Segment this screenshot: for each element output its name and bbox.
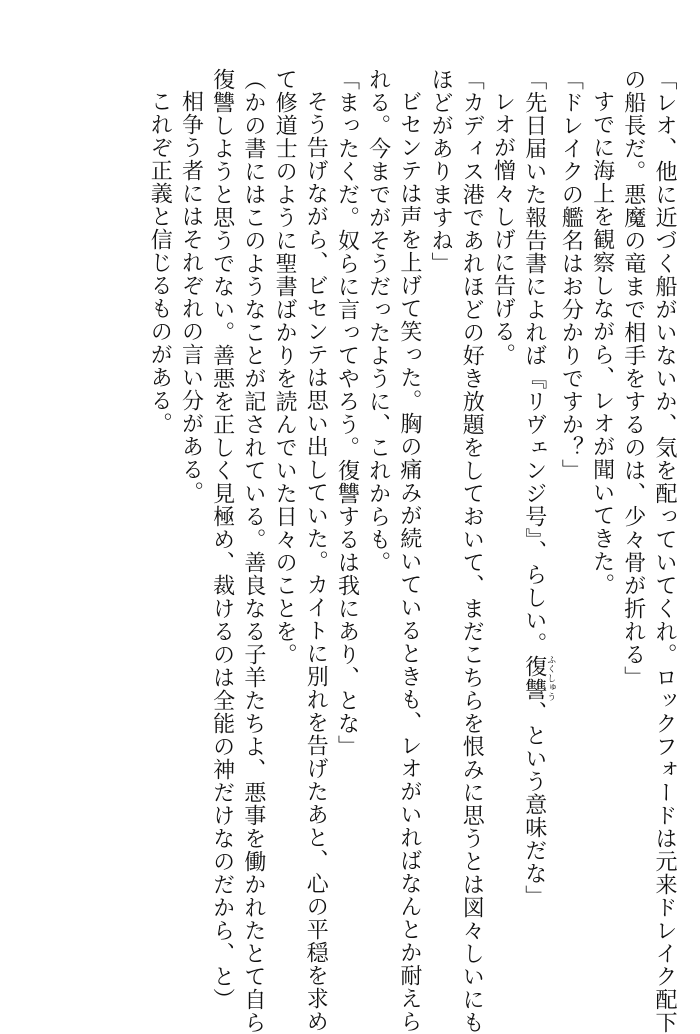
text-line: の船長だ。悪魔の竜まで相手をするのは、少々骨が折れる」 [620, 68, 646, 689]
text-line: ビセンテは声を上げて笑った。胸の痛みが続いているときも、レオがいればなんとか耐えら [396, 90, 422, 1033]
text-line: れる。今までがそうだったように、これからも。 [365, 68, 391, 574]
text-line: 「レオ、他に近づく船がいないか、気を配っていてくれ。ロックフォードは元来ドレイク配下 [652, 68, 677, 1034]
text-line: （かの書にはこのようなことが記されている。善良なる子羊たちよ、悪事を働かれたとて自ら [240, 68, 266, 1034]
text-line: 「ドレイクの艦名はお分かりですか？」 [558, 68, 584, 482]
text-line: これぞ正義と信じるものがある。 [147, 90, 173, 435]
text-line: て修道士のように聖書ばかりを読んでいた日々のことを。 [272, 68, 298, 666]
text-line-segment: 「先日届いた報告書によれば『リヴェンジ号』、らしい。 [521, 68, 547, 655]
text-line: そう告げながら、ビセンテは思い出していた。カイトに別れを告げたあと、心の平穏を求め [303, 90, 329, 1033]
text-line-segment: 、という意味だな」 [521, 701, 547, 908]
text-line: 「カディス港であれほどの好き放題をしておいて、まだこちらを恨みに思うとは図々しいにも [459, 68, 485, 1034]
ruby-word [521, 655, 556, 701]
text-line: 「まったくだ。奴らに言ってやろう。復讐するは我にあり、とな」 [334, 68, 360, 758]
ruby-reading: ふくしゅう [545, 655, 556, 701]
text-line: 相争う者にはそれぞれの言い分がある。 [178, 90, 204, 504]
text-line: レオが憎々しげに告げる。 [490, 90, 516, 366]
text-line: すでに海上を観察しながら、レオが聞いてきた。 [589, 90, 615, 596]
ruby-base: 復讐 [521, 655, 547, 701]
vertical-text-body [40, 68, 680, 1034]
text-line: ほどがありますね」 [428, 68, 454, 275]
text-line: 復讐しようと思うでない。善悪を正しく見極め、裁けるのは全能の神だけなのだから、と） [209, 68, 235, 1011]
text-line-with-ruby [518, 68, 555, 968]
